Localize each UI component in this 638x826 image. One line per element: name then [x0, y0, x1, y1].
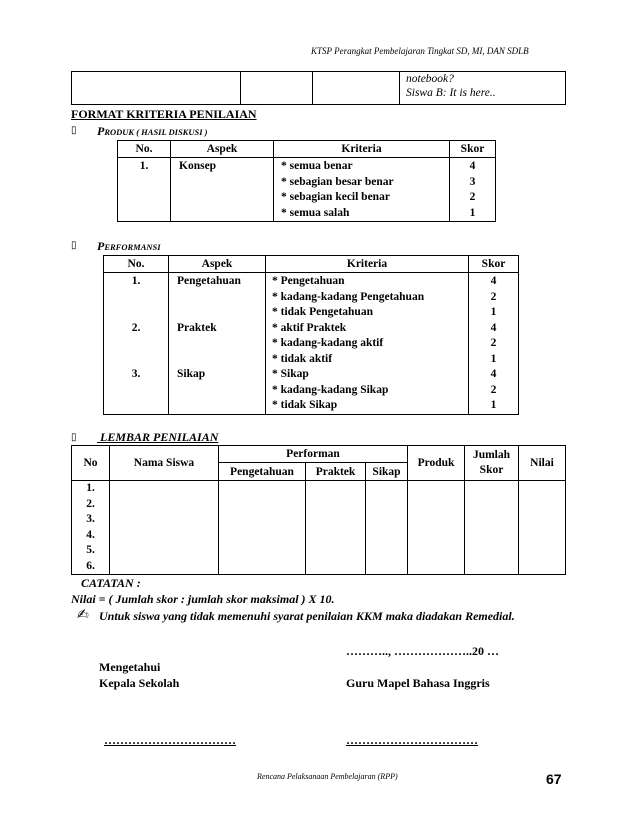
- kriteria-line: * semua benar: [281, 160, 353, 172]
- row-aspek: [169, 273, 266, 415]
- kriteria-line: * tidak Pengetahuan: [272, 306, 373, 318]
- performansi-title: PERFORMANSI: [97, 239, 161, 253]
- guru-mapel-label: Guru Mapel Bahasa Inggris: [346, 676, 490, 690]
- row-kriteria: [274, 158, 450, 222]
- empty-cell: [306, 481, 366, 575]
- skor-line: 1: [490, 399, 497, 411]
- header-jumlah-skor: [465, 446, 519, 481]
- lembar-header-row: [72, 446, 566, 463]
- kriteria-line: * kadang-kadang aktif: [272, 337, 384, 349]
- empty-cell: [519, 481, 566, 575]
- row-number: 4.: [86, 528, 95, 541]
- skor-line: 1: [490, 352, 497, 365]
- row-skor: [469, 273, 519, 415]
- bullet-icon: ▯: [71, 125, 77, 136]
- kriteria-line: * Pengetahuan: [272, 275, 345, 287]
- top-cell: [241, 72, 313, 105]
- performansi-table: [103, 255, 519, 415]
- skor-line: 2: [469, 191, 476, 203]
- skor-line: 4: [490, 275, 497, 287]
- kriteria-line: * kadang-kadang Pengetahuan: [272, 290, 425, 303]
- kriteria-line: * semua salah: [281, 206, 350, 219]
- table-header-row: [118, 141, 496, 158]
- catatan-title: CATATAN :: [81, 576, 141, 590]
- lembar-title: LEMBAR PENILAIAN: [100, 430, 219, 444]
- header-aspek: Aspek: [171, 141, 274, 158]
- kriteria-line: * tidak aktif: [272, 352, 333, 365]
- table-row: [104, 273, 519, 415]
- top-cell: [313, 72, 400, 105]
- aspek-2: Praktek: [177, 321, 217, 334]
- lembar-body-row: [72, 481, 566, 575]
- header-no: No.: [104, 256, 169, 273]
- lembar-table: [71, 445, 566, 575]
- row-no: 1.: [118, 158, 171, 222]
- dialog-line: Siswa B: It is here..: [406, 87, 496, 99]
- aspek-1: Pengetahuan: [177, 275, 241, 287]
- row-number: 3.: [86, 513, 95, 525]
- empty-cell: [408, 481, 465, 575]
- signature-dots-right: ……………………………: [346, 733, 478, 747]
- top-cell: [72, 72, 241, 105]
- header-skor: Skor: [450, 141, 496, 158]
- skor-line: 2: [490, 337, 497, 349]
- bullet-icon: ▯: [71, 240, 77, 251]
- number-column: [72, 481, 110, 575]
- signature-dots-left: ……………………………: [104, 733, 236, 747]
- nilai-formula: Nilai = ( Jumlah skor : jumlah skor maksimal ) X 10.: [71, 592, 335, 606]
- kepala-sekolah-label: Kepala Sekolah: [99, 676, 180, 690]
- writing-hand-icon: ✍: [77, 607, 89, 623]
- row-kriteria: [266, 273, 469, 415]
- header-praktek: Praktek: [306, 463, 366, 481]
- header-kriteria: Kriteria: [274, 141, 450, 158]
- empty-cell: [366, 481, 408, 575]
- header-sikap: Sikap: [366, 463, 408, 481]
- header-nilai: Nilai: [519, 446, 566, 481]
- empty-cell: [110, 481, 219, 575]
- row-number: 6.: [86, 559, 95, 572]
- running-header: KTSP Perangkat Pembelajaran Tingkat SD, MI, DAN SDLB: [311, 46, 529, 56]
- row-number: 5.: [86, 544, 95, 556]
- row-number: 2.: [86, 497, 95, 510]
- mengetahui-label: Mengetahui: [99, 660, 161, 674]
- header-aspek: Aspek: [169, 256, 266, 273]
- bullet-icon: ▯: [71, 432, 77, 443]
- table-header-row: [104, 256, 519, 273]
- header-produk: Produk: [408, 446, 465, 481]
- header-performan: Performan: [219, 446, 408, 463]
- empty-cell: [219, 481, 306, 575]
- no-3: 3.: [131, 368, 141, 380]
- header-no: No: [72, 446, 110, 481]
- produk-table: [117, 140, 496, 222]
- remedial-note: Untuk siswa yang tidak memenuhi syarat penilaian KKM maka diadakan Remedial.: [99, 609, 515, 623]
- row-no: [104, 273, 169, 415]
- skor-line: 4: [490, 321, 497, 334]
- no-1: 1.: [131, 275, 141, 287]
- kriteria-line: * sebagian kecil benar: [281, 191, 390, 203]
- header-pengetahuan: Pengetahuan: [219, 463, 306, 481]
- kriteria-line: * sebagian besar benar: [281, 175, 394, 188]
- no-2: 2.: [131, 321, 141, 334]
- place-date: ……….., ………………..20 …: [346, 644, 499, 658]
- kriteria-line: * tidak Sikap: [272, 399, 338, 411]
- skor-line: 3: [469, 175, 476, 188]
- empty-cell: [465, 481, 519, 575]
- skor-line: 1: [469, 206, 476, 219]
- kriteria-line: * Sikap: [272, 368, 309, 380]
- top-continuation-table: [71, 71, 566, 105]
- header-kriteria: Kriteria: [266, 256, 469, 273]
- header-no: No.: [118, 141, 171, 158]
- skor-line: 2: [490, 383, 497, 396]
- header-skor: Skor: [469, 256, 519, 273]
- footer-text: Rencana Pelaksanaan Pembelajaran (RPP): [257, 772, 398, 781]
- header-nama-siswa: Nama Siswa: [110, 446, 219, 481]
- table-row: [118, 158, 496, 222]
- skor-line: Skor: [479, 464, 504, 476]
- row-aspek: Konsep: [171, 158, 274, 222]
- kriteria-line: * kadang-kadang Sikap: [272, 383, 389, 396]
- skor-line: 4: [490, 368, 497, 380]
- skor-line: 2: [490, 290, 497, 303]
- aspek-3: Sikap: [177, 368, 206, 380]
- row-skor: [450, 158, 496, 222]
- page-number: 67: [546, 771, 562, 787]
- dialog-line: notebook?: [406, 73, 454, 85]
- top-dialog-cell: [400, 72, 566, 105]
- format-title: FORMAT KRITERIA PENILAIAN: [71, 107, 257, 121]
- skor-line: 1: [490, 306, 497, 318]
- jumlah-line: Jumlah: [472, 449, 511, 461]
- kriteria-line: * aktif Praktek: [272, 321, 347, 334]
- row-number: 1.: [86, 482, 95, 494]
- skor-line: 4: [469, 160, 476, 172]
- produk-title: PRODUK ( HASIL DISKUSI ): [97, 124, 208, 138]
